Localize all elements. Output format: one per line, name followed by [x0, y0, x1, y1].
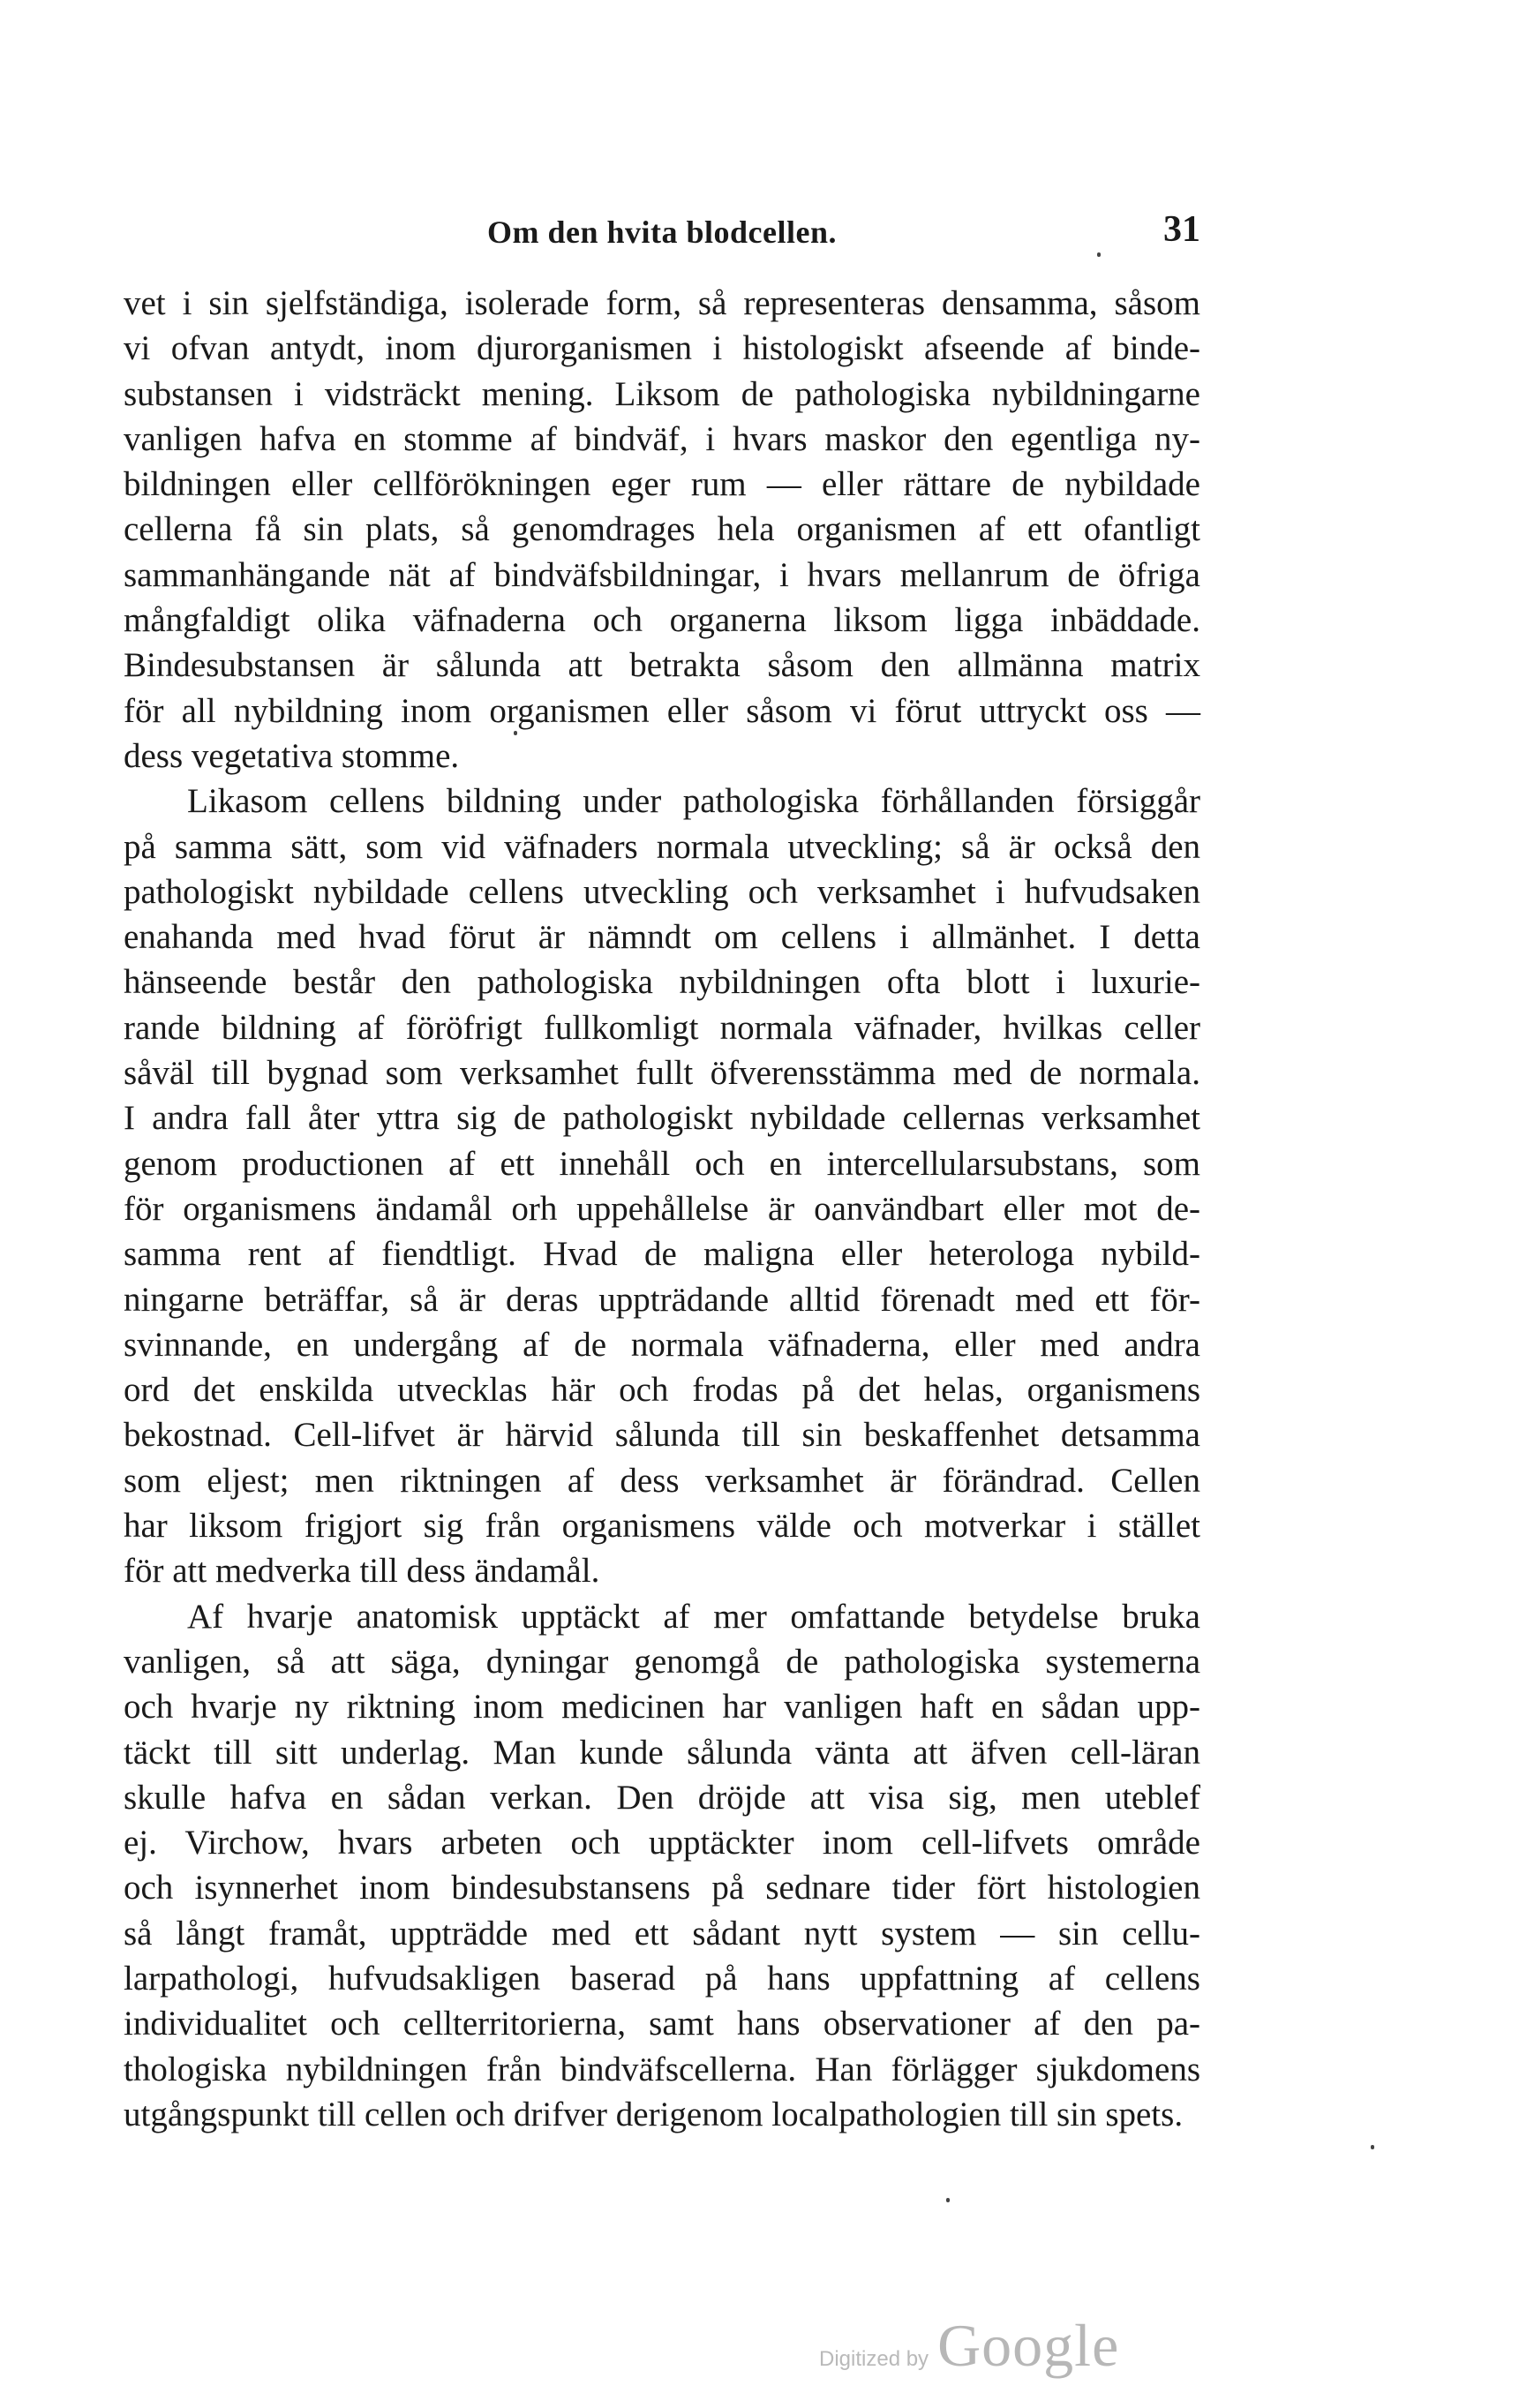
text-line: pathologiskt nybildade cellens utveckling och verksamhet i hufvudsaken [124, 872, 1200, 911]
text-line-paragraph-end: utgångspunkt till cellen och drifver derigenom localpathologien till sin spets. [124, 2095, 1184, 2133]
text-line: bildningen eller cellförökningen eger rum — eller rättare de nybildade [124, 465, 1200, 504]
text-line: thologiska nybildningen från bindväfscellerna. Han förlägger sjukdomens [124, 2050, 1200, 2088]
text-line: Bindesubstansen är sålunda att betrakta såsom den allmänna matrix [124, 646, 1200, 685]
text-line: genom productionen af ett innehåll och en intercellularsubstans, som [124, 1144, 1200, 1183]
text-line: som eljest; men riktningen af dess verksamhet är förändrad. Cellen [124, 1461, 1200, 1500]
text-line: cellerna få sin plats, så genomdrages hela organismen af ett ofantligt [124, 510, 1200, 549]
digitized-by-label: Digitized by [819, 2347, 929, 2371]
text-line: täckt till sitt underlag. Man kunde sålunda vänta att äfven cell-läran [124, 1733, 1200, 1772]
text-line: samma rent af fiendtligt. Hvad de maligna eller heterologa nybild- [124, 1235, 1200, 1274]
scan-speck [946, 2198, 950, 2202]
text-line: har liksom frigjort sig från organismens välde och motverkar i stället [124, 1507, 1200, 1546]
text-line-paragraph-start: Af hvarje anatomisk upptäckt af mer omfattande betydelse bruka [187, 1597, 1200, 1636]
text-line: ningarne beträffar, så är deras uppträdande alltid förenadt med ett för- [124, 1280, 1200, 1319]
text-line: vanligen, så att säga, dyningar genomgå de pathologiska systemerna [124, 1642, 1200, 1681]
scan-speck [1097, 252, 1101, 257]
scan-speck [1371, 2145, 1374, 2149]
text-line: rande bildning af föröfrigt fullkomligt normala väfnader, hvilkas celler [124, 1008, 1200, 1047]
text-line: sammanhängande nät af bindväfsbildningar, i hvars mellanrum de öfriga [124, 555, 1200, 594]
text-line: hänseende består den pathologiska nybildningen ofta blott i luxurie- [124, 963, 1200, 1002]
digitized-watermark [819, 2311, 1119, 2381]
running-header [124, 205, 1200, 258]
text-line: ord det enskilda utvecklas här och frodas på det helas, organismens [124, 1371, 1200, 1410]
text-line: mångfaldigt olika väfnaderna och organerna liksom ligga inbäddade. [124, 601, 1200, 640]
scan-speck [514, 731, 517, 735]
text-line: så långt framåt, uppträdde med ett sådant nytt system — sin cellu- [124, 1914, 1200, 1953]
text-line: enahanda med hvad förut är nämndt om cellens i allmänhet. I detta [124, 918, 1200, 957]
text-line-paragraph-end: dess vegetativa stomme. [124, 736, 460, 775]
text-line: såväl till bygnad som verksamhet fullt öfverensstämma med de normala. [124, 1054, 1200, 1093]
text-line: skulle hafva en sådan verkan. Den dröjde att visa sig, men uteblef [124, 1778, 1200, 1817]
google-logo: Google [937, 2312, 1120, 2379]
running-title: Om den hvita blodcellen. [486, 214, 838, 250]
text-line: och hvarje ny riktning inom medicinen har vanligen haft en sådan upp- [124, 1688, 1200, 1727]
text-line: för all nybildning inom organismen eller såsom vi förut uttryckt oss — [124, 691, 1200, 730]
text-line: larpathologi, hufvudsakligen baserad på hans uppfattning af cellens [124, 1959, 1200, 1998]
body-text [124, 281, 1200, 2137]
text-line: vi ofvan antydt, inom djurorganismen i histologiskt afseende af binde- [124, 329, 1200, 368]
text-line: och isynnerhet inom bindesubstansens på sednare tider fört histologien [124, 1869, 1200, 1908]
text-line: individualitet och cellterritorierna, samt hans observationer af den pa- [124, 2005, 1200, 2043]
text-line: I andra fall åter yttra sig de pathologiskt nybildade cellernas verksamhet [124, 1099, 1200, 1138]
text-line: substansen i vidsträckt mening. Liksom de pathologiska nybildningarne [124, 374, 1200, 413]
text-line: ej. Virchow, hvars arbeten och upptäckter inom cell-lifvets område [124, 1824, 1200, 1862]
text-line: för organismens ändamål orh uppehållelse är oanvändbart eller mot de- [124, 1189, 1200, 1228]
text-line: vanligen hafva en stomme af bindväf, i hvars maskor den egentliga ny- [124, 419, 1200, 458]
text-line: vet i sin sjelfständiga, isolerade form, så representeras densamma, såsom [124, 284, 1200, 322]
page-number: 31 [1163, 209, 1200, 250]
text-line: svinnande, en undergång af de normala väfnaderna, eller med andra [124, 1325, 1200, 1364]
text-line: på samma sätt, som vid väfnaders normala utveckling; så är också den [124, 827, 1200, 866]
text-line: bekostnad. Cell-lifvet är härvid sålunda till sin beskaffenhet detsamma [124, 1416, 1200, 1455]
text-line-paragraph-start: Likasom cellens bildning under pathologiska förhållanden försiggår [187, 782, 1200, 821]
text-line-paragraph-end: för att medverka till dess ändamål. [124, 1552, 600, 1591]
